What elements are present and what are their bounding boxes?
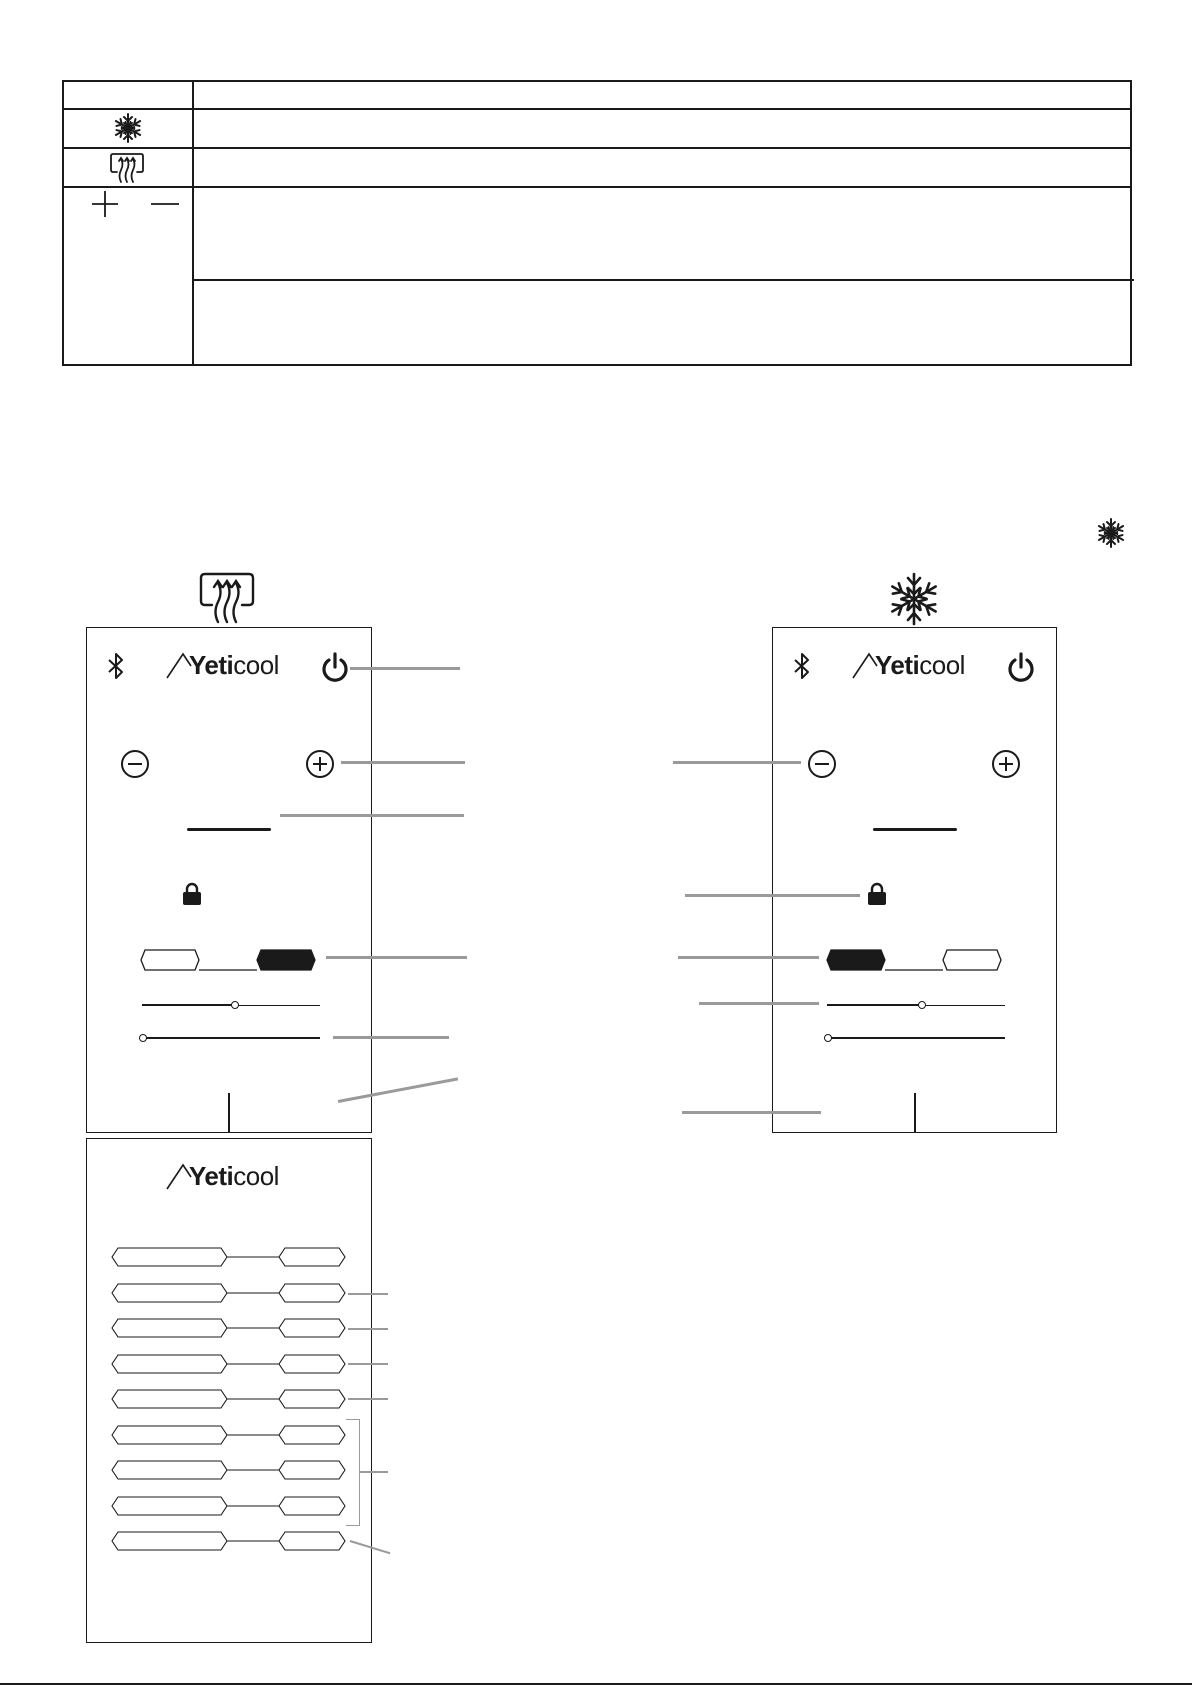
power-icon[interactable] (1007, 652, 1035, 682)
table-column-divider (192, 82, 194, 364)
minus-circle-icon[interactable] (807, 749, 837, 779)
callout-line (360, 1471, 388, 1473)
callout-line (341, 761, 465, 764)
bottom-tab-divider (914, 1093, 916, 1133)
bluetooth-icon[interactable] (107, 652, 125, 680)
minus-icon (150, 189, 180, 219)
callout-line (350, 667, 460, 670)
temperature-display-underline (187, 828, 271, 831)
plus-circle-icon[interactable] (991, 749, 1021, 779)
settings-row[interactable] (111, 1317, 347, 1339)
callout-line (682, 1111, 821, 1114)
callout-line (348, 1363, 388, 1365)
settings-row[interactable] (111, 1246, 347, 1268)
plus-circle-icon[interactable] (305, 749, 335, 779)
legend-table (62, 80, 1132, 366)
logo-text-bold: Yeti (189, 1161, 234, 1191)
callout-line (348, 1328, 388, 1330)
minus-circle-icon[interactable] (120, 749, 150, 779)
lock-icon[interactable] (867, 882, 887, 906)
settings-row[interactable] (111, 1353, 347, 1375)
group-bracket (346, 1419, 360, 1526)
yeticool-logo (165, 650, 279, 681)
table-row-divider (192, 279, 1134, 281)
mode-toggle[interactable] (139, 948, 319, 972)
settings-row[interactable] (111, 1388, 347, 1410)
callout-line (348, 1398, 388, 1400)
yeticool-logo (851, 650, 965, 681)
snowflake-icon (112, 112, 144, 144)
settings-panel (86, 1138, 372, 1643)
lock-icon[interactable] (182, 882, 202, 906)
settings-row[interactable] (111, 1282, 347, 1304)
settings-row[interactable] (111, 1495, 347, 1517)
callout-line (685, 894, 860, 897)
logo-text-regular: cool (233, 1161, 279, 1191)
callout-line (326, 956, 467, 959)
yeticool-logo (165, 1161, 279, 1192)
table-row-divider (64, 108, 1130, 110)
bluetooth-icon[interactable] (793, 652, 811, 680)
slider-1-handle[interactable] (918, 1001, 926, 1009)
logo-text-regular: cool (233, 650, 279, 680)
settings-row[interactable] (111, 1530, 347, 1552)
settings-row[interactable] (111, 1459, 347, 1481)
heater-icon (109, 152, 145, 184)
callout-line (348, 1293, 388, 1295)
table-row-divider (64, 147, 1130, 149)
callout-line (678, 956, 819, 959)
heater-mode-icon (198, 572, 256, 624)
power-icon[interactable] (321, 652, 349, 682)
slider-2[interactable] (824, 1034, 1005, 1042)
logo-text-bold: Yeti (189, 650, 234, 680)
plus-icon (90, 189, 120, 219)
logo-text-bold: Yeti (875, 650, 920, 680)
callout-line (280, 814, 464, 817)
app-panel-cooling (772, 627, 1057, 1133)
snowflake-mode-icon (887, 572, 941, 626)
slider-1[interactable] (827, 1001, 1005, 1009)
mode-toggle[interactable] (825, 948, 1005, 972)
table-row-divider (64, 186, 1130, 188)
settings-row[interactable] (111, 1424, 347, 1446)
slider-1-handle[interactable] (231, 1001, 239, 1009)
snowflake-icon (1095, 517, 1127, 549)
slider-2-handle[interactable] (139, 1034, 147, 1042)
slider-2[interactable] (139, 1034, 320, 1042)
slider-1[interactable] (142, 1001, 320, 1009)
slider-2-handle[interactable] (824, 1034, 832, 1042)
callout-line (333, 1036, 449, 1039)
logo-text-regular: cool (919, 650, 965, 680)
callout-line (699, 1002, 819, 1005)
bottom-tab-divider (228, 1093, 230, 1133)
app-panel-heating (86, 627, 372, 1133)
temperature-display-underline (873, 828, 957, 831)
callout-line (673, 761, 801, 764)
